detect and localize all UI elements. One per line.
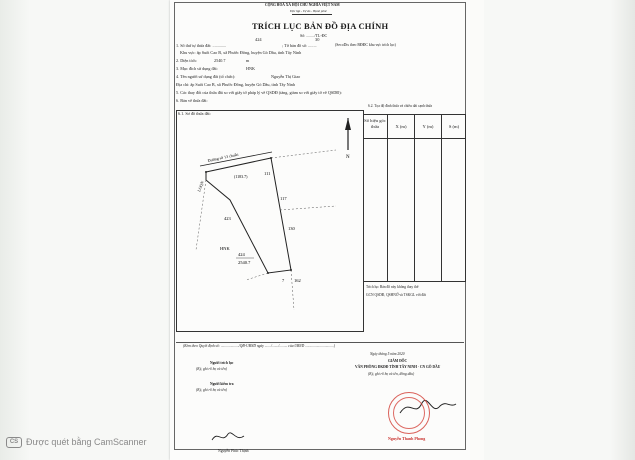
area-location: Khu vực: ấp Suối Cao B, xã Phước Đông, huyện Gò Dầu, tỉnh Tây Ninh <box>180 50 302 55</box>
official-seal-inner <box>393 397 425 429</box>
col-x: X (m) <box>395 124 407 129</box>
loqn-label: LOQN <box>196 180 205 193</box>
director-sign-note: (Ký, ghi rõ họ và tên, đóng dấu) <box>368 372 415 376</box>
parcel-number: 424 <box>255 37 262 42</box>
label-423: 423 <box>224 216 231 221</box>
neighbor-boundary-1 <box>271 150 336 158</box>
checker-sign-note: (Ký, ghi rõ họ và tên) <box>196 388 227 392</box>
owner-name: Nguyễn Thị Giao <box>271 74 301 79</box>
purpose-label: 3. Mục đích sử dụng đất: <box>176 66 218 71</box>
paper-edge <box>470 0 484 460</box>
label-7: 7 <box>282 278 285 283</box>
parcel-map <box>176 110 364 332</box>
label-130: 130 <box>288 226 295 231</box>
area-label: 2. Diện tích: <box>176 58 197 63</box>
col-corner: Số hiệu góc thửa <box>364 118 386 129</box>
certify-line1: Trích lục Bản đồ này không thay thế <box>366 285 419 289</box>
table-col-line <box>387 114 388 282</box>
footer-divider <box>176 342 464 343</box>
coord-table-title: 6.2. Tọa độ đỉnh thửa và chiều dài cạnh thửa <box>368 104 433 108</box>
area-value: 2540.7 <box>214 58 226 63</box>
label-162: 162 <box>294 278 301 283</box>
purpose-value: HNK <box>246 66 256 71</box>
sheet-number: 30 <box>315 37 320 42</box>
sheet-label: ; Tờ bản đồ số: ........ <box>282 43 317 48</box>
drawing-label: 6. Bản vẽ thửa đất: <box>176 98 208 103</box>
camscanner-watermark: Được quét bằng CamScanner <box>26 437 147 447</box>
drafter-sign-note: (Ký, ghi rõ họ và tên) <box>196 367 227 371</box>
north-label: N <box>346 155 350 160</box>
north-arrow-icon <box>345 118 351 150</box>
neighbor-boundary-5 <box>246 273 268 280</box>
neighbor-boundary-2 <box>280 206 336 210</box>
director-role: GIÁM ĐỐC <box>388 359 408 363</box>
map-section-label: 6.1. Sơ đồ thửa đất: <box>178 111 211 116</box>
owner-address: Địa chỉ: ấp Suối Cao B, xã Phước Đông, huyện Gò Dầu, tỉnh Tây Ninh <box>176 82 295 87</box>
label-111: 111 <box>264 171 271 176</box>
director-name: Nguyễn Thanh Phong <box>388 436 426 441</box>
table-col-line <box>441 114 442 282</box>
label-424: 424 <box>238 252 245 257</box>
checker-name: Nguyễn Phúc Thịnh <box>218 449 249 453</box>
decision-ref: (Kèm theo Quyết định số: ..................../QĐ-UBND ngày ......./......./......... của UBND ................................) <box>183 344 336 348</box>
motto: Độc lập - Tự do - Hạnh phúc <box>290 9 328 13</box>
label-117: 117 <box>280 196 287 201</box>
checker-role: Người kiểm tra <box>210 382 234 386</box>
label-1183: (1183.7) <box>234 174 248 179</box>
area-unit: m <box>246 58 250 63</box>
parcel-424-outline <box>206 158 291 273</box>
corner-point <box>267 272 269 274</box>
neighbor-boundary-3 <box>291 270 294 310</box>
col-s: S (m) <box>448 124 460 129</box>
label-hnk: HNK <box>220 246 230 251</box>
signature-checker <box>208 428 248 446</box>
corner-point <box>205 171 207 173</box>
sign-date: Ngày tháng 5 năm 2020 <box>370 352 405 356</box>
label-area: 2540.7 <box>238 260 251 265</box>
document-number: Số: ......../TL-ĐC <box>300 33 328 38</box>
table-col-line <box>414 114 415 282</box>
parcel-label: 1. Số thứ tự thửa đất: ............. <box>176 43 227 48</box>
motto-underline <box>292 14 332 15</box>
col-y: Y (m) <box>422 124 434 129</box>
nation-heading: CỘNG HOÀ XÃ HỘI CHỦ NGHĨA VIỆT NAM <box>265 3 340 7</box>
camscanner-logo-icon: CS <box>6 437 22 448</box>
corner-point <box>290 269 292 271</box>
corner-point <box>270 157 272 159</box>
parcel-note: (SecoDis theo BĐĐC khu vực trích lục) <box>335 43 396 47</box>
changes-label: 5. Các thay đổi của thửa đất so với giấy tờ pháp lý về QSDĐ (tăng, giảm so với giấy tờ về QSDĐ): <box>176 90 342 95</box>
certify-line2: GCN QSDĐ, QSHNỞ và TSKGL với đất <box>366 293 426 297</box>
road-name: Đường số 13 chuẩn <box>207 151 239 163</box>
owner-label: 4. Tên người sử dụng đất (tổ chức): <box>176 74 236 79</box>
document-title: TRÍCH LỤC BẢN ĐỒ ĐỊA CHÍNH <box>252 21 389 31</box>
office-name: VĂN PHÒNG ĐKĐĐ TỈNH TÂY NINH - CN GÒ DẦU <box>355 365 441 369</box>
drafter-role: Người trích lục <box>210 361 234 365</box>
